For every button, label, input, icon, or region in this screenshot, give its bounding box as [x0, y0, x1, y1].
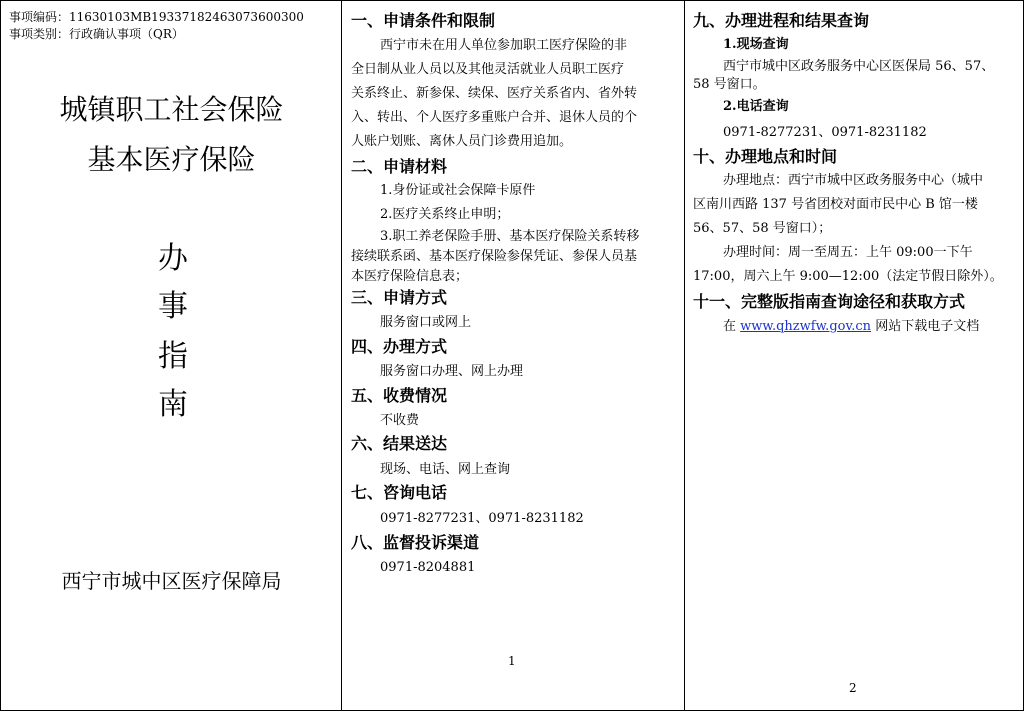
section-text: 人账户划账、离休人员门诊费用追加。 [351, 134, 573, 149]
section-text: 不收费 [380, 413, 420, 428]
issuing-authority: 西宁市城中区医疗保障局 [61, 569, 282, 593]
section-heading: 五、收费情况 [351, 386, 448, 405]
vertical-title-char: 南 [158, 387, 188, 422]
page-number: 1 [508, 654, 516, 668]
instruction-suffix: 网站下载电子文档 [871, 319, 980, 334]
section-heading: 三、申请方式 [351, 288, 448, 307]
section-heading: 六、结果送达 [351, 434, 448, 453]
website-link[interactable]: www.qhzwfw.gov.cn [740, 319, 872, 334]
section-text: 56、57、58 号窗口）； [693, 221, 832, 236]
section-text: 区南川西路 137 号省团校对面市民中心 B 馆一楼 [693, 197, 978, 212]
vertical-title-char: 事 [158, 289, 188, 324]
phone-numbers: 0971-8277231、0971-8231182 [380, 511, 584, 526]
section-text: 58 号窗口。 [693, 77, 766, 92]
section-heading: 九、办理进程和结果查询 [693, 11, 870, 30]
section-heading: 八、监督投诉渠道 [351, 533, 480, 552]
page-1-panel [342, 1, 685, 710]
section-text: 关系终止、新参保、续保、医疗关系省内、省外转 [351, 86, 638, 101]
cover-panel [1, 1, 342, 710]
section-heading: 四、办理方式 [351, 337, 448, 356]
list-item: 2.医疗关系终止申明； [380, 207, 510, 222]
subheading: 1.现场查询 [723, 37, 789, 52]
instruction-prefix: 在 [723, 319, 741, 334]
subheading: 2.电话查询 [723, 99, 789, 114]
list-item: 1.身份证或社会保障卡原件 [380, 183, 536, 198]
section-text: 服务窗口或网上 [380, 315, 472, 330]
page-2-panel [685, 1, 1023, 710]
section-text: 办理时间：周一至周五：上午 09:00一下午 [723, 245, 973, 260]
page-number: 2 [849, 681, 857, 695]
section-text: 全日制从业人员以及其他灵活就业人员职工医疗 [351, 62, 625, 77]
list-item: 3.职工养老保险手册、基本医疗保险关系转移 [380, 229, 640, 244]
vertical-title-char: 办 [158, 241, 188, 276]
section-heading: 二、申请材料 [351, 157, 448, 176]
item-code: 事项编码：11630103MB19337182463073600300 [9, 10, 304, 24]
section-text: 服务窗口办理、网上办理 [380, 364, 524, 379]
item-category: 事项类别：行政确认事项（QR） [9, 27, 184, 41]
section-heading: 十、办理地点和时间 [693, 147, 838, 166]
document-title-line1: 城镇职工社会保险 [59, 93, 284, 126]
vertical-title-char: 指 [158, 339, 188, 374]
section-text: 17:00，周六上午 9:00—12:00（法定节假日除外）。 [693, 269, 1003, 284]
section-text: 办理地点：西宁市城中区政务服务中心（城中 [723, 173, 984, 188]
section-text: 现场、电话、网上查询 [380, 462, 511, 477]
section-heading: 七、咨询电话 [351, 483, 448, 502]
complaint-phone: 0971-8204881 [380, 560, 476, 575]
section-heading: 十一、完整版指南查询途径和获取方式 [693, 292, 966, 311]
document-title-line2: 基本医疗保险 [87, 143, 256, 176]
section-text: 西宁市城中区政务服务中心区医保局 56、57、 [723, 59, 995, 74]
list-item: 本医疗保险信息表； [351, 269, 469, 284]
section-heading: 一、申请条件和限制 [351, 11, 496, 30]
download-instruction [723, 315, 979, 339]
phone-numbers: 0971-8277231、0971-8231182 [723, 125, 927, 140]
list-item: 接续联系函、基本医疗保险参保凭证、参保人员基 [351, 249, 638, 264]
section-text: 入、转出、个人医疗多重账户合并、退休人员的个 [351, 110, 638, 125]
section-text: 西宁市未在用人单位参加职工医疗保险的非 [380, 38, 628, 53]
